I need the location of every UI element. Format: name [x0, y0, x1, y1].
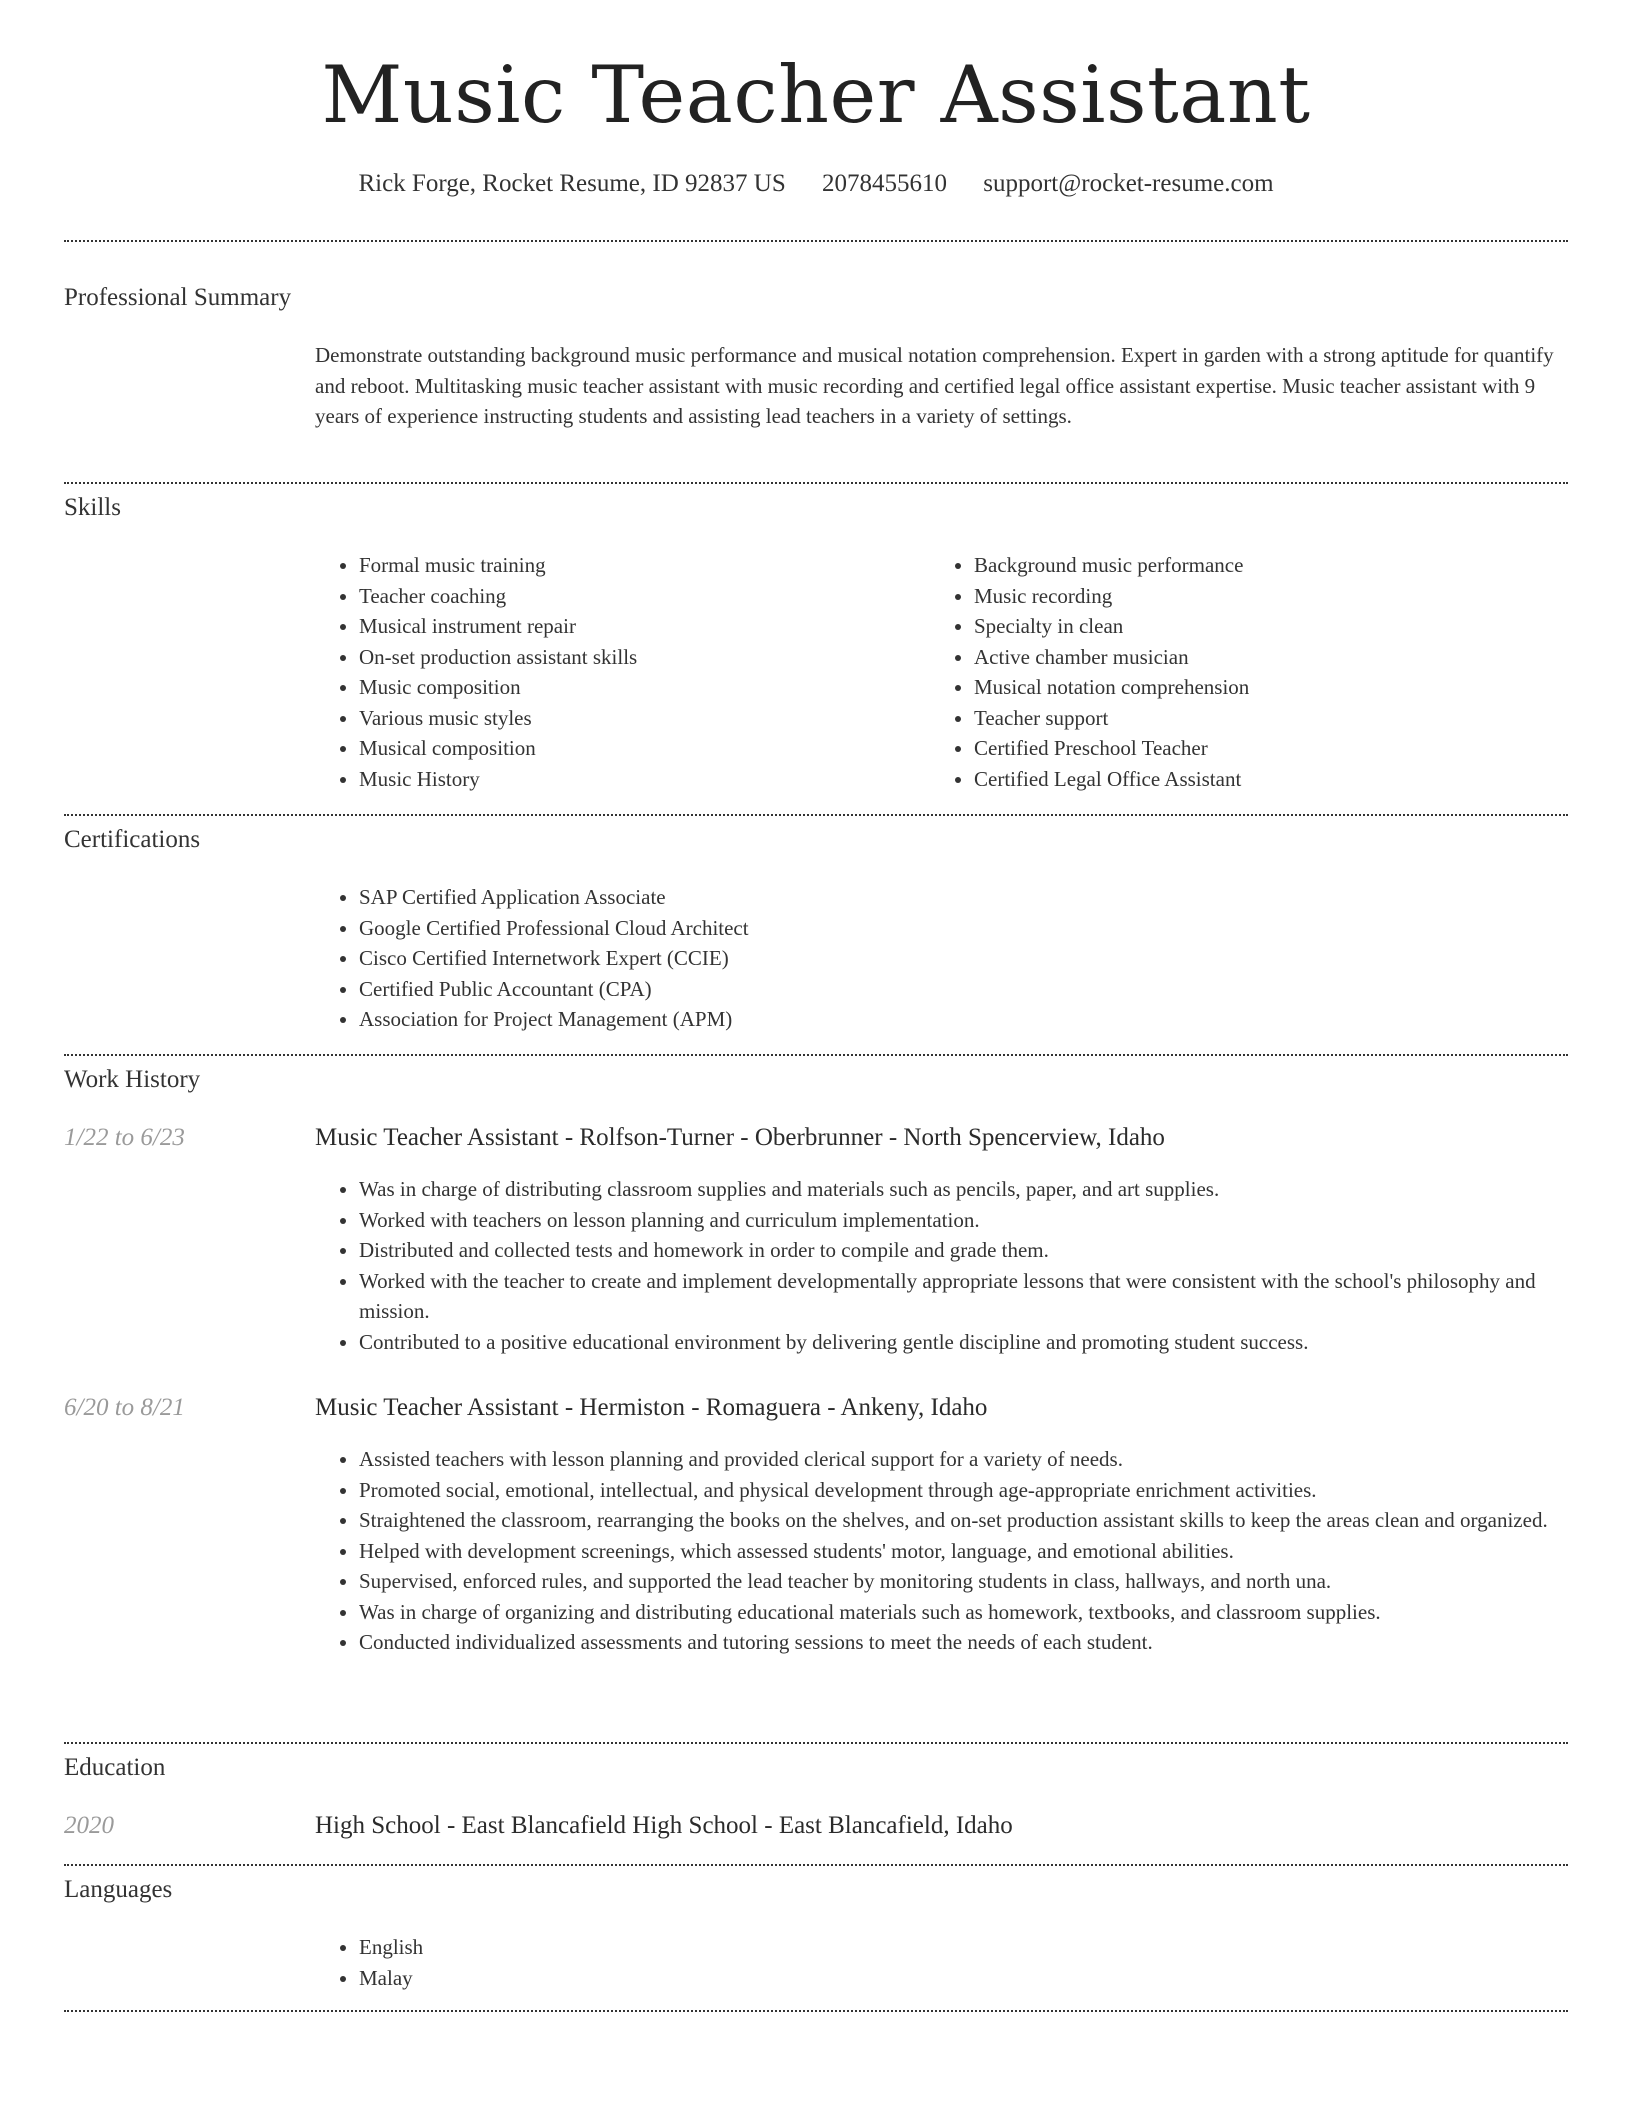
divider	[64, 240, 1568, 242]
contact-email: support@rocket-resume.com	[983, 170, 1274, 197]
divider	[64, 2010, 1568, 2012]
job-employer: - Hermiston - Romaguera - Ankeny, Idaho	[558, 1394, 988, 1421]
skills-list-right	[930, 550, 1574, 794]
list-item: • English	[359, 1932, 959, 1963]
list-item: • Distributed and collected tests and homework in order to compile and grade them.	[359, 1235, 1609, 1266]
list-item: • Teacher coaching	[359, 581, 919, 612]
job-dates: 6/20 to 8/21	[64, 1394, 185, 1421]
contact-address: Rick Forge, Rocket Resume, ID 92837 US	[358, 170, 786, 197]
contact-line	[0, 170, 1632, 198]
contact-phone: 2078455610	[822, 170, 947, 197]
section-title-education: Education	[64, 1754, 166, 1781]
list-item: • Active chamber musician	[974, 642, 1574, 673]
education-year: 2020	[64, 1812, 114, 1839]
list-item: • Cisco Certified Internetwork Expert (CCIE)	[359, 943, 1459, 974]
list-item: • Assisted teachers with lesson planning and provided clerical support for a variety of needs.	[359, 1444, 1609, 1475]
list-item: • Conducted individualized assessments and tutoring sessions to meet the needs of each student.	[359, 1627, 1609, 1658]
list-item: • Background music performance	[974, 550, 1574, 581]
divider	[64, 1054, 1568, 1056]
languages-list	[315, 1932, 959, 1993]
job-heading	[315, 1124, 1165, 1152]
list-item: • Certified Legal Office Assistant	[974, 764, 1574, 795]
section-title-summary: Professional Summary	[64, 284, 292, 311]
job-role: Music Teacher Assistant	[315, 1394, 559, 1421]
education-school: - East Blancafield High School - East Blancafield, Idaho	[440, 1812, 1013, 1839]
list-item: • Musical instrument repair	[359, 611, 919, 642]
job-bullets	[315, 1174, 1609, 1357]
education-heading	[315, 1812, 1013, 1840]
list-item: • Musical notation comprehension	[974, 672, 1574, 703]
resume-title: Music Teacher Assistant	[321, 49, 1311, 141]
list-item: • Was in charge of distributing classroom supplies and materials such as pencils, paper, and art supplies.	[359, 1174, 1609, 1205]
list-item: • Various music styles	[359, 703, 919, 734]
job-dates: 1/22 to 6/23	[64, 1124, 185, 1151]
summary-text: Demonstrate outstanding background music performance and musical notation comprehension. Expert in garden with a strong aptitude for quantify and reboot. Multitasking music teacher assistant with music recording and certified legal office assistant expertise. Music teacher assistant with 9 years of experience instructing students and assisting lead teachers in a variety of settings.	[315, 343, 1554, 428]
job-bullets	[315, 1444, 1609, 1658]
list-item: • Worked with the teacher to create and implement developmentally appropriate lessons that were consistent with the school's philosophy and mission.	[359, 1266, 1609, 1327]
job-employer: - Rolfson-Turner - Oberbrunner - North Spencerview, Idaho	[558, 1124, 1165, 1151]
list-item: • Association for Project Management (APM)	[359, 1004, 1459, 1035]
list-item: • Teacher support	[974, 703, 1574, 734]
divider	[64, 482, 1568, 484]
divider	[64, 1864, 1568, 1866]
list-item: • Formal music training	[359, 550, 919, 581]
list-item: • Certified Public Accountant (CPA)	[359, 974, 1459, 1005]
list-item: • Promoted social, emotional, intellectual, and physical development through age-appropriate enrichment activities.	[359, 1475, 1609, 1506]
list-item: • SAP Certified Application Associate	[359, 882, 1459, 913]
section-title-skills: Skills	[64, 494, 121, 521]
certifications-list	[315, 882, 1459, 1035]
section-title-work-history: Work History	[64, 1066, 201, 1093]
list-item: • Music History	[359, 764, 919, 795]
education-degree: High School	[315, 1812, 441, 1839]
list-item: • Was in charge of organizing and distributing educational materials such as homework, textbooks, and classroom supplies.	[359, 1597, 1609, 1628]
list-item: • Specialty in clean	[974, 611, 1574, 642]
job-heading	[315, 1394, 987, 1422]
list-item: • Supervised, enforced rules, and supported the lead teacher by monitoring students in class, hallways, and north una.	[359, 1566, 1609, 1597]
list-item: • Certified Preschool Teacher	[974, 733, 1574, 764]
skills-list-left	[315, 550, 919, 794]
list-item: • Google Certified Professional Cloud Architect	[359, 913, 1459, 944]
list-item: • Straightened the classroom, rearranging the books on the shelves, and on-set production assistant skills to keep the areas clean and organized.	[359, 1505, 1609, 1536]
list-item: • On-set production assistant skills	[359, 642, 919, 673]
list-item: • Musical composition	[359, 733, 919, 764]
section-title-languages: Languages	[64, 1876, 173, 1903]
divider	[64, 814, 1568, 816]
list-item: • Worked with teachers on lesson planning and curriculum implementation.	[359, 1205, 1609, 1236]
job-role: Music Teacher Assistant	[315, 1124, 559, 1151]
list-item: • Contributed to a positive educational environment by delivering gentle discipline and promoting student success.	[359, 1327, 1609, 1358]
list-item: • Music recording	[974, 581, 1574, 612]
list-item: • Malay	[359, 1963, 959, 1994]
list-item: • Helped with development screenings, which assessed students' motor, language, and emotional abilities.	[359, 1536, 1609, 1567]
divider	[64, 1742, 1568, 1744]
section-title-certifications: Certifications	[64, 826, 201, 853]
list-item: • Music composition	[359, 672, 919, 703]
